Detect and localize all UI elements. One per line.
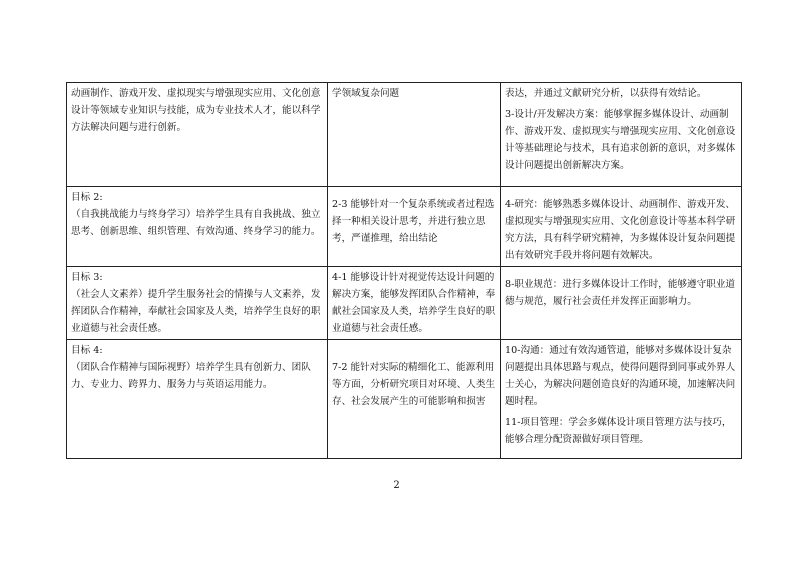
indicator-text: 学领域复杂问题 — [332, 88, 400, 99]
table-row — [67, 340, 742, 459]
requirement-text: 10-沟通：通过有效沟通管道，能够对多媒体设计复杂问题提出具体思路与观点，使得问题得到同事或外界人士关心，为解决问题创造良好的沟通环境，加速解决问题时程。 — [505, 345, 736, 407]
table-row — [67, 83, 742, 187]
indicator-text: 7-2 能针对实际的精细化工、能源利用等方面，分析研究项目对环境、人类生存、社会发展产生的可能影响和损害 — [332, 362, 496, 407]
objectives-table — [66, 82, 742, 459]
objective-cell — [67, 187, 328, 267]
requirement-text: 3-设计/开发解决方案：能够掌握多媒体设计、动画制作、游戏开发、虚拟现实与增强现实应用、文化创意设计等基础理论与技术，具有追求创新的意识，对多媒体设计问题提出创新解决方案。 — [505, 109, 736, 171]
objective-cell — [67, 83, 328, 187]
requirement-text: 4-研究：能够熟悉多媒体设计、动画制作、游戏开发、虚拟现实与增强现实应用、文化创意设计等基本科学研究方法，具有科学研究精神，为多媒体设计复杂问题提出有效研究手段并将问题有效解决。 — [505, 199, 736, 261]
table-row — [67, 267, 742, 340]
objective-text: 动画制作、游戏开发、虚拟现实与增强现实应用、文化创意设计等领域专业知识与技能，成为专业技术人才，能以科学方法解决问题与进行创新。 — [71, 88, 321, 133]
objective-heading: 目标 2: — [71, 192, 103, 203]
requirement-cell — [501, 83, 742, 187]
table-row — [67, 187, 742, 267]
requirement-cell — [501, 267, 742, 340]
indicator-cell — [328, 187, 501, 267]
requirement-text: 8-职业规范：进行多媒体设计工作时，能够遵守职业道德与规范，履行社会责任并发挥正面影响力。 — [505, 279, 736, 307]
objective-cell — [67, 340, 328, 459]
objective-cell — [67, 267, 328, 340]
indicator-text: 2-3 能够针对一个复杂系统或者过程选择一种相关设计思考，并进行独立思考，严谨推理，给出结论 — [332, 199, 495, 244]
requirement-cell — [501, 340, 742, 459]
indicator-cell — [328, 340, 501, 459]
indicator-cell — [328, 83, 501, 187]
objective-text: （自我挑战能力与终身学习）培养学生具有自我挑战、独立思考、创新思维、组织管理、有效沟通、终身学习的能力。 — [71, 209, 321, 237]
page-number: 2 — [393, 480, 400, 491]
indicator-text: 4-1 能够设计针对视觉传达设计问题的解决方案，能够发挥团队合作精神，奉献社会国家及人类，培养学生良好的职业道德与社会责任感。 — [332, 272, 496, 334]
objective-heading: 目标 3: — [71, 272, 103, 283]
requirement-cell — [501, 187, 742, 267]
objective-heading: 目标 4: — [71, 345, 103, 356]
requirement-text: 11-项目管理：学会多媒体设计项目管理方法与技巧，能够合理分配资源做好项目管理。 — [505, 417, 732, 445]
indicator-cell — [328, 267, 501, 340]
objective-text: （团队合作精神与国际视野）培养学生具有创新力、团队力、专业力、跨界力、服务力与英语运用能力。 — [71, 362, 311, 390]
objective-text: （社会人文素养）提升学生服务社会的情操与人文素养，发挥团队合作精神，奉献社会国家及人类，培养学生良好的职业道德与社会责任感。 — [71, 289, 321, 334]
requirement-text: 表达，并通过文献研究分析，以获得有效结论。 — [505, 88, 707, 99]
